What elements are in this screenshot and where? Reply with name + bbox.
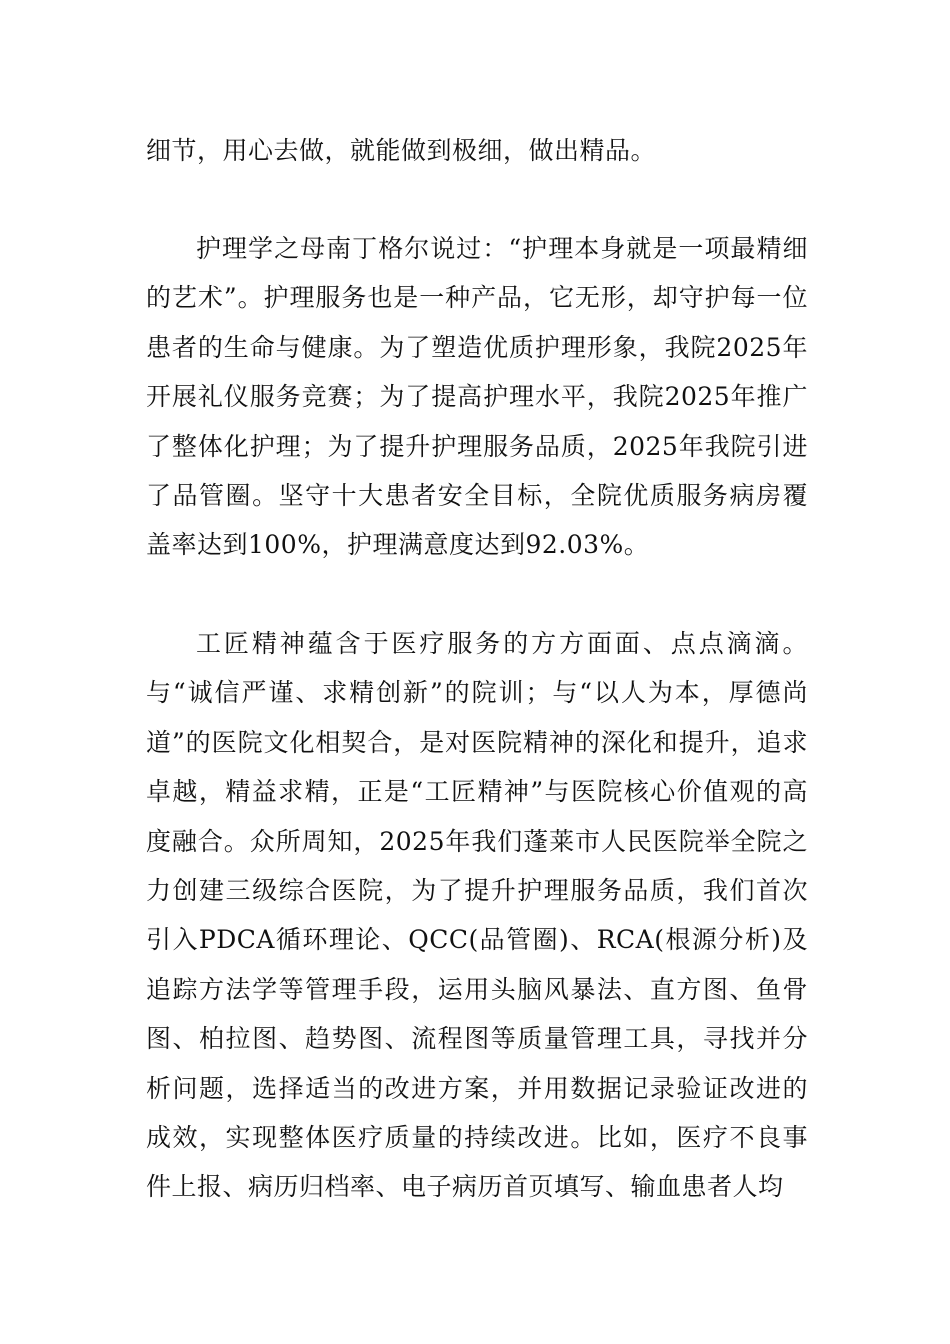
document-page [146,0,808,1344]
paragraph-2: 护理学之母南丁格尔说过：“护理本身就是一项最精细的艺术”。护理服务也是一种产品，它无形，却守护每一位患者的生命与健康。为了塑造优质护理形象，我院2025年开展礼仪服务竞赛；为了提高护理水平，我院2025年推广了整体化护理；为了提升护理服务品质，2025年我院引进了品管圈。坚守十大患者安全目标，全院优质服务病房覆盖率达到100%，护理满意度达到92.03%。 [146,234,808,560]
paragraph-1: 细节，用心去做，就能做到极细，做出精品。 [146,136,657,165]
paragraph-3: 工匠精神蕴含于医疗服务的方方面面、点点滴滴。与“诚信严谨、求精创新”的院训；与“以人为本，厚德尚道”的医院文化相契合，是对医院精神的深化和提升，追求卓越，精益求精，正是“工匠精神”与医院核心价值观的高度融合。众所周知，2025年我们蓬莱市人民医院举全院之力创建三级综合医院，为了提升护理服务品质，我们首次引入PDCA循环理论、QCC(品管圈)、RCA(根源分析)及追踪方法学等管理手段，运用头脑风暴法、直方图、鱼骨图、柏拉图、趋势图、流程图等质量管理工具，寻找并分析问题，选择适当的改进方案，并用数据记录验证改进的成效，实现整体医疗质量的持续改进。比如，医疗不良事件上报、病历归档率、电子病历首页填写、输血患者人均 [146,629,808,1202]
